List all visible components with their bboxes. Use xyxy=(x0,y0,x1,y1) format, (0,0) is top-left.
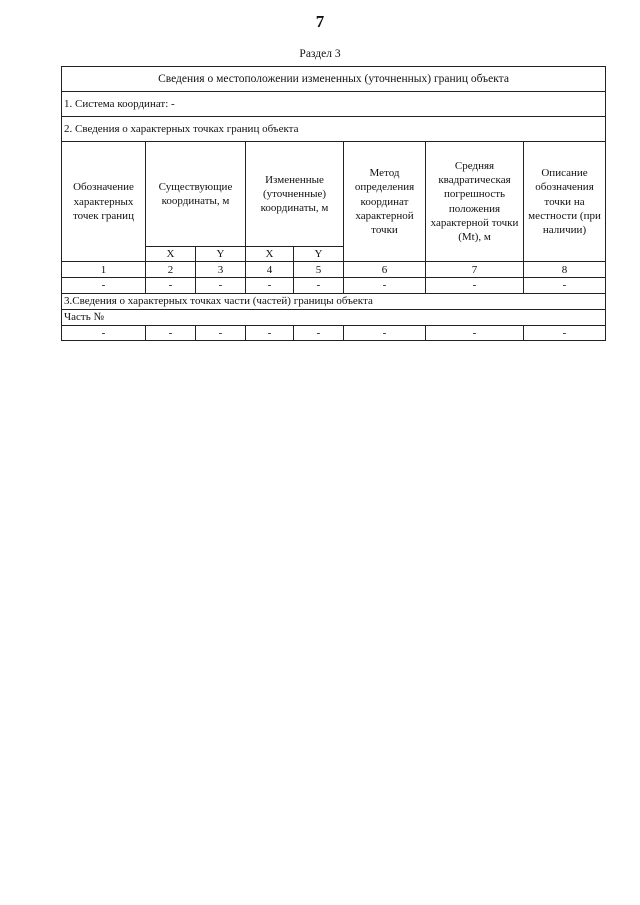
coordinate-system-row: 1. Система координат: - xyxy=(62,92,606,117)
table-cell: - xyxy=(246,325,294,340)
column-number-row xyxy=(62,262,606,278)
table-row xyxy=(62,325,606,340)
header-method: Метод определения координат характерной точки xyxy=(344,142,426,262)
header-x-changed: X xyxy=(246,247,294,262)
table-cell: - xyxy=(524,278,606,293)
table-title: Сведения о местоположении измененных (уточненных) границ объекта xyxy=(62,67,606,92)
header-error: Средняя квадратическая погрешность положения характерной точки (Mt), м xyxy=(426,142,524,262)
table-cell: - xyxy=(426,278,524,293)
header-y-changed: Y xyxy=(294,247,344,262)
header-description: Описание обозначения точки на местности (при наличии) xyxy=(524,142,606,262)
column-number: 3 xyxy=(196,262,246,278)
table-cell: - xyxy=(524,325,606,340)
header-y-existing: Y xyxy=(196,247,246,262)
header-point-designation: Обозначение характерных точек границ xyxy=(62,142,146,262)
header-existing-coordinates: Существующие координаты, м xyxy=(146,142,246,247)
table-cell: - xyxy=(196,278,246,293)
table-cell: - xyxy=(344,325,426,340)
table-cell: - xyxy=(294,278,344,293)
header-changed-coordinates: Измененные (уточненные) координаты, м xyxy=(246,142,344,247)
page-number: 7 xyxy=(315,12,325,31)
table-cell: - xyxy=(196,325,246,340)
table-cell: - xyxy=(426,325,524,340)
table-cell: - xyxy=(146,325,196,340)
table-cell: - xyxy=(62,278,146,293)
column-number: 7 xyxy=(426,262,524,278)
boundary-table xyxy=(61,66,606,341)
table-cell: - xyxy=(246,278,294,293)
column-number: 1 xyxy=(62,262,146,278)
table-cell: - xyxy=(344,278,426,293)
column-number: 8 xyxy=(524,262,606,278)
section-label: Раздел 3 xyxy=(299,48,341,60)
table-cell: - xyxy=(146,278,196,293)
points-heading-row: 2. Сведения о характерных точках границ объекта xyxy=(62,117,606,142)
table-cell: - xyxy=(62,325,146,340)
column-number: 4 xyxy=(246,262,294,278)
table-row xyxy=(62,278,606,293)
column-number: 5 xyxy=(294,262,344,278)
table-cell: - xyxy=(294,325,344,340)
column-number: 6 xyxy=(344,262,426,278)
part-heading-row: 3.Сведения о характерных точках части (частей) границы объекта xyxy=(62,293,606,309)
part-label-row: Часть № xyxy=(62,309,606,325)
header-x-existing: X xyxy=(146,247,196,262)
column-number: 2 xyxy=(146,262,196,278)
